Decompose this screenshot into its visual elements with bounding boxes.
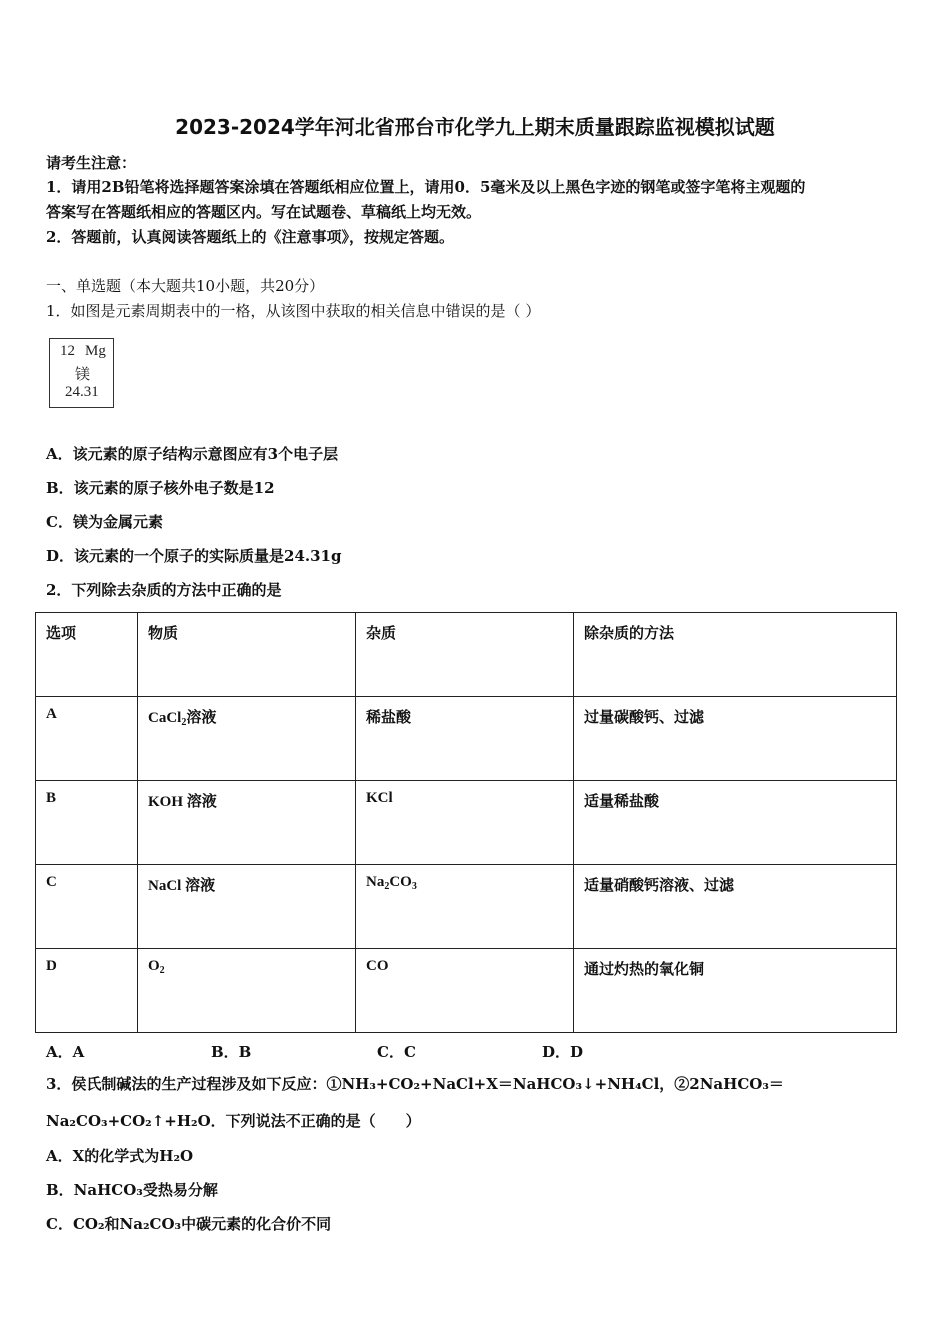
option-cell: C bbox=[36, 865, 138, 949]
section-heading: 一、单选题（本大题共10小题，共20分） bbox=[46, 277, 325, 295]
q3-stem-line-1: 3．侯氏制碱法的生产过程涉及如下反应：①NH₃+CO₂+NaCl+X＝NaHCO₃↓+NH₄Cl，②2NaHCO₃＝ bbox=[46, 1075, 784, 1093]
q3-option-c: C．CO₂和Na₂CO₃中碳元素的化合价不同 bbox=[46, 1215, 332, 1233]
substance-cell bbox=[138, 949, 356, 1033]
q3-option-b: B．NaHCO₃受热易分解 bbox=[46, 1181, 218, 1199]
formula-subscript: 2 bbox=[384, 881, 390, 892]
notice-heading: 请考生注意： bbox=[46, 154, 137, 172]
impurity-cell: CO bbox=[356, 949, 574, 1033]
q3-stem-line-2: Na₂CO₃+CO₂↑+H₂O．下列说法不正确的是（ ） bbox=[46, 1112, 421, 1130]
option-cell: D bbox=[36, 949, 138, 1033]
method-cell: 通过灼热的氧化铜 bbox=[574, 949, 897, 1033]
formula-main: CaCl bbox=[148, 710, 182, 726]
header-cell: 物质 bbox=[138, 613, 356, 697]
formula-subscript: 2 bbox=[159, 965, 165, 976]
q1-stem: 1．如图是元素周期表中的一格，从该图中获取的相关信息中错误的是（ ） bbox=[46, 302, 541, 320]
atomic-number: 12 bbox=[60, 343, 75, 359]
impurity-cell: 稀盐酸 bbox=[356, 697, 574, 781]
formula-tail: 溶液 bbox=[186, 710, 217, 726]
q2-answer-c: C．C bbox=[377, 1043, 416, 1061]
formula-part: Na bbox=[366, 874, 385, 890]
method-cell: 过量碳酸钙、过滤 bbox=[574, 697, 897, 781]
q2-answer-a: A．A bbox=[46, 1043, 85, 1061]
q1-option-d: D．该元素的一个原子的实际质量是24.31g bbox=[46, 547, 342, 565]
q1-option-b: B．该元素的原子核外电子数是12 bbox=[46, 479, 275, 497]
substance-cell bbox=[138, 697, 356, 781]
q1-option-a: A．该元素的原子结构示意图应有3个电子层 bbox=[46, 445, 339, 463]
q2-answer-b: B．B bbox=[211, 1043, 252, 1061]
formula-subscript: 3 bbox=[411, 881, 417, 892]
method-cell: 适量稀盐酸 bbox=[574, 781, 897, 865]
page-title: 2023-2024学年河北省邢台市化学九上期末质量跟踪监视模拟试题 bbox=[175, 115, 775, 139]
option-cell: B bbox=[36, 781, 138, 865]
table-row bbox=[36, 865, 897, 949]
header-cell: 杂质 bbox=[356, 613, 574, 697]
formula-subscript: 2 bbox=[181, 717, 187, 728]
q3-option-a: A．X的化学式为H₂O bbox=[46, 1147, 194, 1165]
q2-stem: 2．下列除去杂质的方法中正确的是 bbox=[46, 581, 282, 599]
element-name: 镁 bbox=[75, 367, 91, 383]
formula-main: O bbox=[148, 958, 160, 974]
substance-cell: NaCl 溶液 bbox=[138, 865, 356, 949]
header-cell: 除杂质的方法 bbox=[574, 613, 897, 697]
method-cell: 适量硝酸钙溶液、过滤 bbox=[574, 865, 897, 949]
formula-part: CO bbox=[389, 874, 412, 890]
impurity-cell: KCl bbox=[356, 781, 574, 865]
element-symbol: Mg bbox=[85, 343, 106, 359]
table-row bbox=[36, 697, 897, 781]
table-row bbox=[36, 781, 897, 865]
table-row bbox=[36, 949, 897, 1033]
q1-option-c: C．镁为金属元素 bbox=[46, 513, 163, 531]
q2-answer-d: D．D bbox=[542, 1043, 584, 1061]
atomic-mass: 24.31 bbox=[65, 384, 99, 400]
table-header-row bbox=[36, 613, 897, 697]
notice-line-3: 2．答题前，认真阅读答题纸上的《注意事项》，按规定答题。 bbox=[46, 228, 454, 246]
element-cell-mg bbox=[49, 338, 114, 408]
header-cell: 选项 bbox=[36, 613, 138, 697]
option-cell: A bbox=[36, 697, 138, 781]
substance-cell: KOH 溶液 bbox=[138, 781, 356, 865]
notice-line-1: 1．请用2B铅笔将选择题答案涂填在答题纸相应位置上，请用0．5毫米及以上黑色字迹的钢笔或签字笔将主观题的 bbox=[46, 178, 806, 196]
q2-table bbox=[35, 612, 897, 1033]
notice-line-2: 答案写在答题纸相应的答题区内。写在试题卷、草稿纸上均无效。 bbox=[46, 203, 482, 221]
impurity-cell bbox=[356, 865, 574, 949]
